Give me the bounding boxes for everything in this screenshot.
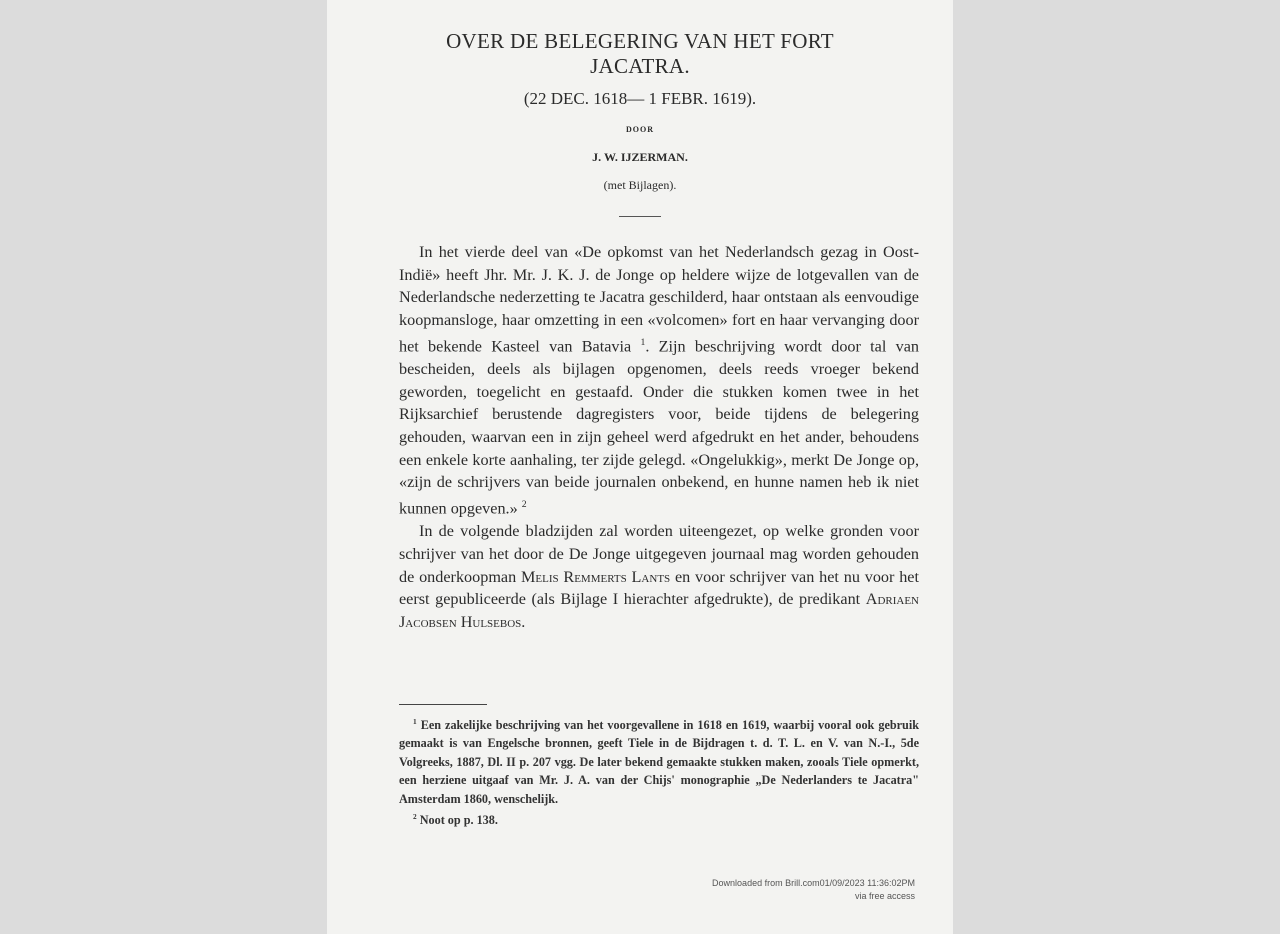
footnote-2-text: Noot op p. 138. [419, 813, 498, 828]
footnote-1-text: Een zakelijke beschrijving van het voorgevallene in 1618 en 1619, waarbij vooral ook gebruik gemaakt is van Engelsche bronnen, geeft Tiele in de Bijdragen t. d. T. L. en V. van N.-I., 5de Volgreeks, 1887, Dl. II p. 207 vgg. De later bekend gemaakte stukken maken, zooals Tiele opmerkt, een herziene uitgaaf van Mr. J. A. van der Chijs' monographie „De Nederlanders te Jacatra" Amsterdam 1860, wenschelijk. [399, 718, 920, 806]
title-line-2: JACATRA. [590, 54, 690, 78]
title-divider [619, 216, 661, 217]
paragraph-2-text-c: . [521, 613, 526, 632]
title-line-1: OVER DE BELEGERING VAN HET FORT [446, 29, 834, 53]
footnote-2 [399, 808, 919, 829]
paragraph-1-text-cont: . Zijn beschrijving wordt door tal van bescheiden, deels als bijlagen opgenomen, deels reeds vroeger bekend geworden, toegelicht en gestaafd. Onder die stukken komen twee in het Rijksarchief berustende dagregisters voor, beide tijdens de belegering gehouden, waarvan een in zijn geheel werd afgedrukt en het ander, behoudens een enkele korte aanhaling, ter zijde gelegd. «Ongelukkig», merkt De Jonge op, «zijn de schrijvers van beide journalen onbekend, en hunne namen heb ik niet kunnen opgeven.» [399, 337, 919, 518]
paragraph-2-text-a: In de volgende bladzijden zal worden uiteengezet, op welke gronden voor schrijver van het door de De Jonge uitgegeven journaal mag worden gehouden de onderkoopman [399, 522, 919, 586]
paragraph-2-text-b: en voor schrijver van het nu voor het eerst gepubliceerde (als Bijlage I hierachter afgedrukte), de predikant [399, 567, 919, 609]
paragraph-2 [399, 520, 919, 634]
name-adriaen-jacobsen-hulsebos: Adriaen Jacobsen Hulsebos [399, 590, 919, 632]
name-melis-remmerts-lants: Melis Remmerts Lants [521, 567, 671, 586]
byline-door: DOOR [626, 125, 654, 134]
footnote-2-marker: 2 [413, 812, 417, 822]
author-name: J. W. IJZERMAN. [592, 150, 688, 164]
watermark-line-1: Downloaded from Brill.com01/09/2023 11:36:02PM [712, 878, 915, 888]
footnote-divider [399, 704, 487, 705]
download-watermark [712, 877, 915, 903]
paragraph-1-text: In het vierde deel van «De opkomst van het Nederlandsch gezag in Oost-Indië» heeft Jhr. Mr. J. K. J. de Jonge op heldere wijze de lotgevallen van de Nederlandsche nederzetting te Jacatra geschilderd, haar ontstaan als eenvoudige koopmansloge, haar omzetting in een «volcomen» fort en haar vervanging door het bekende Kasteel van Batavia [399, 243, 919, 356]
footnote-1 [399, 713, 919, 808]
footnotes [399, 713, 919, 830]
footnote-ref-1: 1 [640, 336, 646, 348]
paragraph-1 [399, 241, 919, 520]
watermark-line-2: via free access [854, 891, 915, 901]
subtitle-bijlagen: (met Bijlagen). [603, 178, 677, 192]
footnote-ref-2: 2 [521, 499, 527, 511]
date-range: (22 DEC. 1618— 1 FEBR. 1619). [523, 89, 757, 108]
body-text [399, 241, 919, 634]
document-page [327, 0, 953, 934]
footnote-1-marker: 1 [413, 717, 417, 726]
